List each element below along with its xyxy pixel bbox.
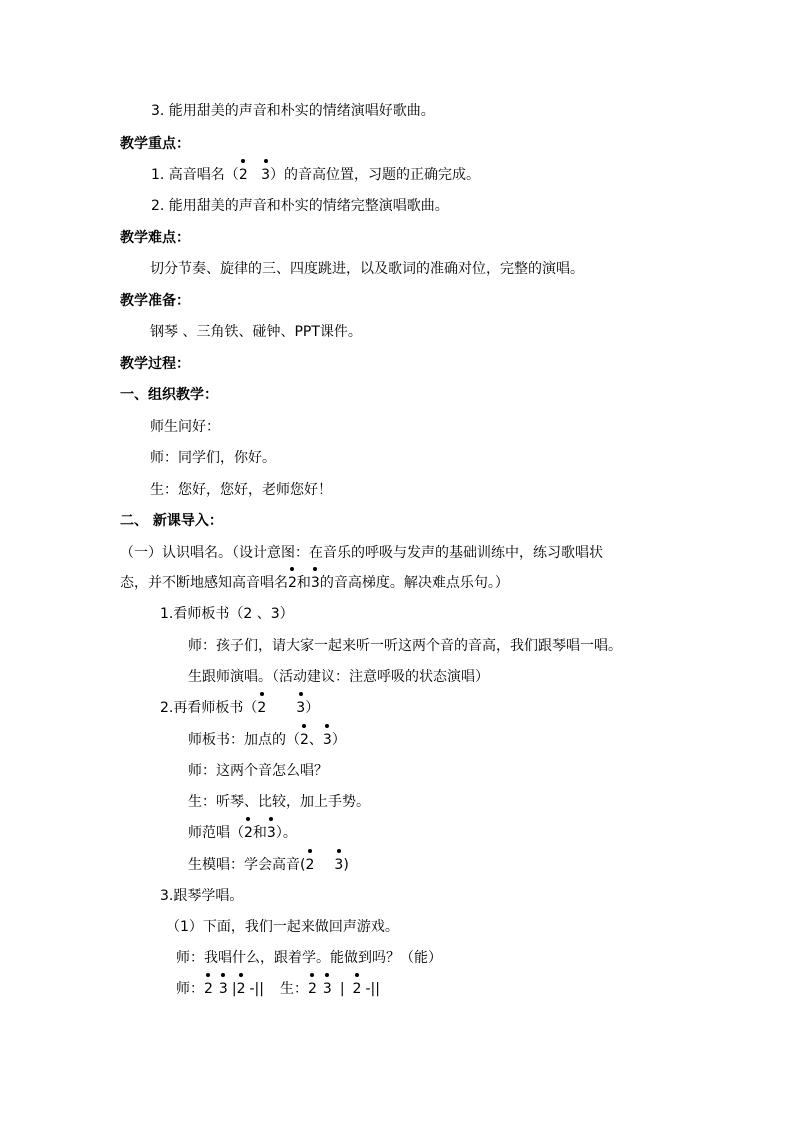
dotted-note-2: [353, 980, 362, 998]
high-dot: [290, 567, 294, 571]
note-digit: 2: [300, 732, 309, 748]
high-dot: [246, 817, 250, 821]
dotted-note-2: [239, 166, 248, 184]
note-digit: 3: [296, 700, 306, 716]
teacher-question: 师：这两个音怎么唱？: [188, 763, 328, 779]
high-dot: [325, 724, 329, 728]
text: 2.再看师板书（: [160, 700, 258, 716]
objective-3: 3. 能用甜美的声音和朴实的情绪演唱好歌曲。: [151, 103, 435, 119]
text: ）: [331, 732, 346, 748]
text: 和: [296, 575, 311, 591]
dotted-note-3: [323, 731, 332, 749]
heading-preparation: 教学准备：: [120, 293, 190, 309]
dotted-note-2: [288, 574, 297, 592]
student-label: 生：: [279, 981, 308, 997]
note-digit: 3: [261, 167, 271, 183]
teacher-board: [188, 731, 346, 749]
note-digit: 3: [310, 575, 320, 591]
dotted-note-2: [300, 731, 309, 749]
high-dot: [355, 973, 359, 977]
teacher-echo-prompt: 师：我唱什么，跟着学。能做到吗？（能）: [176, 950, 442, 966]
text: 生模唱：学会高音(: [188, 857, 306, 873]
student-sing: 生跟师演唱。（活动建议：注意呼吸的状态演唱）: [188, 669, 489, 685]
heading-process: 教学过程：: [120, 356, 190, 372]
high-dot: [260, 692, 264, 696]
dotted-note-2: [204, 980, 213, 998]
note-digit: 3: [334, 857, 344, 873]
text: 1. 高音唱名（: [151, 167, 239, 183]
text: 、: [308, 732, 323, 748]
note-digit: 2: [238, 167, 248, 183]
note-digit: 2: [352, 981, 362, 997]
dotted-note-3: [261, 166, 270, 184]
heading-key-points: 教学重点：: [120, 136, 190, 152]
note-digit: 2: [257, 700, 267, 716]
student-answer: 生：听琴、比较，加上手势。: [188, 794, 370, 810]
dotted-note-2: [257, 699, 266, 717]
greeting-line: 师生问好：: [150, 419, 220, 435]
text: ）: [305, 700, 320, 716]
note-digit: 2: [236, 981, 246, 997]
preparation-text: 钢琴 、三角铁、碰钟、PPT课件。: [150, 324, 362, 340]
section-1-title: 一、组织教学：: [120, 387, 218, 403]
end-bar: -||: [365, 981, 380, 997]
student-imitate: [188, 856, 349, 874]
heading-difficulties: 教学难点：: [120, 230, 190, 246]
note-digit: 2: [204, 981, 213, 997]
text: 态，并不断地感知高音唱名: [120, 575, 288, 591]
student-greeting: 生：您好，您好，老师您好！: [150, 482, 332, 498]
end-bar: -||: [249, 981, 264, 997]
text: 师范唱（: [188, 825, 244, 841]
high-dot: [269, 817, 273, 821]
text: ）的音高位置，习题的正确完成。: [270, 167, 481, 183]
high-dot: [241, 159, 245, 163]
text: 和: [252, 825, 267, 841]
section-2-title: 二、 新课导入：: [120, 513, 223, 529]
high-dot: [313, 567, 317, 571]
subsection-1-line2: [120, 574, 509, 592]
high-dot: [264, 159, 268, 163]
dotted-note-3: [323, 980, 332, 998]
dotted-note-3: [267, 824, 276, 842]
note-digit: 2: [307, 981, 317, 997]
text: ): [343, 857, 349, 873]
note-digit: 2: [305, 857, 315, 873]
text: 的音高梯度。解决难点乐句。）: [319, 575, 509, 591]
step-3-title: 3.跟琴学唱。: [160, 888, 244, 904]
text: ）。: [275, 825, 297, 841]
dotted-note-2: [244, 824, 253, 842]
echo-notation-line: [176, 980, 380, 998]
high-dot: [221, 973, 225, 977]
bar-line: |: [339, 981, 345, 997]
high-dot: [308, 849, 312, 853]
subsection-1-line1: （一）认识唱名。（设计意图：在音乐的呼吸与发声的基础训练中，练习歌唱状: [120, 545, 603, 561]
high-dot: [310, 973, 314, 977]
note-digit: 3: [322, 732, 332, 748]
note-digit: 2: [244, 825, 253, 841]
high-dot: [302, 724, 306, 728]
step-1-title: 1.看师板书（2 、3）: [160, 606, 294, 622]
dotted-note-3: [296, 699, 305, 717]
note-digit: 3: [322, 981, 332, 997]
note-digit: 3: [218, 981, 228, 997]
spacer: [248, 167, 261, 183]
teacher-demo: [188, 824, 297, 842]
difficulty-text: 切分节奏、旋律的三、四度跳进，以及歌词的准确对位，完整的演唱。: [150, 261, 584, 277]
key-point-2: 2. 能用甜美的声音和朴实的情绪完整演唱歌曲。: [151, 198, 449, 214]
teacher-instruction: 师：孩子们，请大家一起来听一听这两个音的音高，我们跟琴唱一唱。: [188, 638, 622, 654]
high-dot: [239, 973, 243, 977]
high-dot: [337, 849, 341, 853]
text: 师板书：加点的（: [188, 732, 300, 748]
dotted-note-2: [308, 980, 317, 998]
dotted-note-2: [237, 980, 246, 998]
dotted-note-2: [305, 856, 314, 874]
note-digit: 2: [288, 575, 297, 591]
high-dot: [325, 973, 329, 977]
note-digit: 3: [266, 825, 276, 841]
step-2-title: [160, 699, 319, 717]
teacher-greeting: 师：同学们，你好。: [150, 450, 276, 466]
dotted-note-3: [219, 980, 228, 998]
dotted-note-3: [334, 856, 343, 874]
teacher-label: 师：: [176, 981, 204, 997]
high-dot: [206, 973, 210, 977]
high-dot: [299, 692, 303, 696]
key-point-1: [151, 166, 480, 184]
bar-line: |: [231, 981, 237, 997]
echo-game-intro: （1）下面，我们一起来做回声游戏。: [166, 919, 399, 935]
dotted-note-3: [311, 574, 320, 592]
